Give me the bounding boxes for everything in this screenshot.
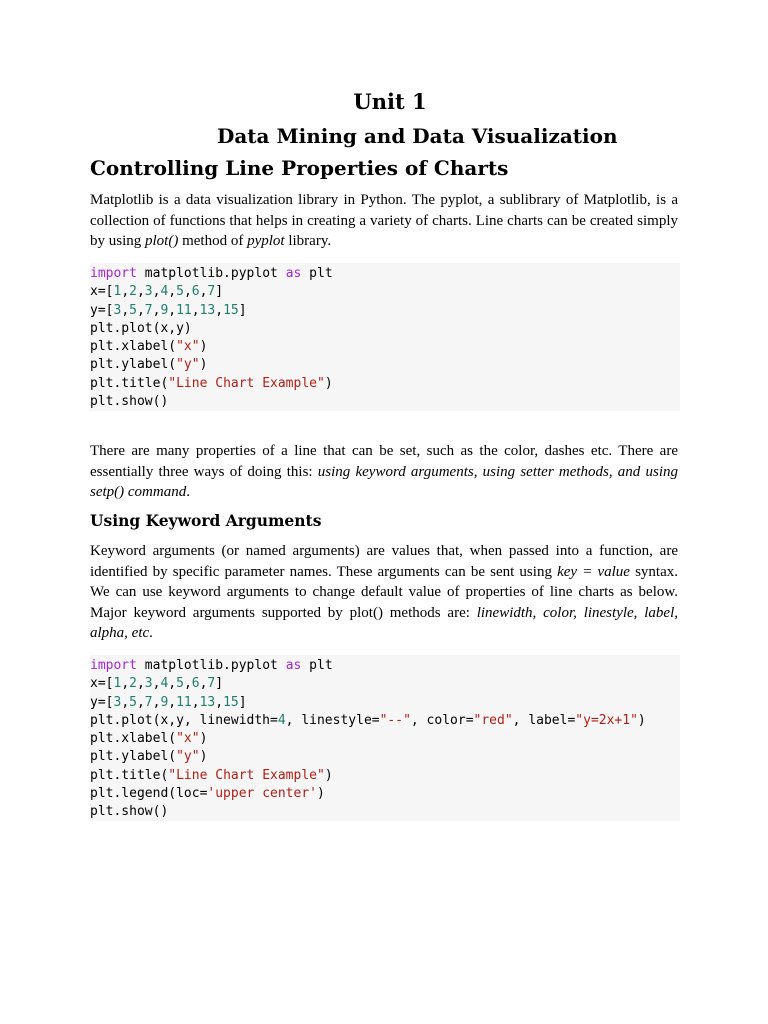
code-string: "Line Chart Example": [168, 375, 325, 391]
subheading-keyword-arguments: Using Keyword Arguments: [90, 511, 322, 530]
code-number: 11: [176, 302, 192, 318]
code-line: [90, 283, 680, 301]
emphasis-ways: using keyword arguments, using setter methods, and using setp() command: [90, 463, 678, 500]
code-text: ,: [191, 694, 200, 710]
code-text: ,: [136, 694, 145, 710]
code-text: x=[: [90, 676, 114, 692]
text-span: .: [186, 484, 190, 500]
code-string: "--": [379, 712, 411, 728]
code-text: ,: [152, 676, 161, 692]
code-number: 15: [223, 694, 239, 710]
code-line: [90, 675, 680, 693]
code-number: 5: [129, 694, 137, 710]
code-text: plt.xlabel(: [90, 731, 177, 747]
code-text: y=[: [90, 694, 114, 710]
code-text: ,: [121, 302, 130, 318]
code-line: [90, 375, 680, 393]
code-number: 15: [223, 302, 239, 318]
text-span: syntax. We can use keyword arguments to change default value of properties of line charts as below. Major keyword arguments supported by plot() methods are:: [90, 563, 679, 621]
code-text: plt.ylabel(: [90, 749, 177, 765]
text-span: .: [149, 625, 153, 641]
section-title: Controlling Line Properties of Charts: [90, 156, 509, 180]
code-text: ,: [136, 302, 145, 318]
code-number: 5: [176, 284, 184, 300]
code-text: ): [199, 357, 208, 373]
code-text: ): [199, 339, 208, 355]
code-text: ): [324, 767, 333, 783]
code-text: ,: [152, 694, 161, 710]
code-line: [90, 694, 680, 712]
text-span: method of: [178, 233, 248, 249]
code-text: ]: [215, 676, 224, 692]
code-keyword: import: [90, 658, 137, 673]
code-text: plt: [301, 658, 333, 673]
code-text: ,: [168, 676, 177, 692]
code-number: 3: [113, 302, 122, 318]
code-number: 3: [144, 284, 153, 300]
code-text: ,: [168, 302, 177, 318]
code-text: ): [637, 712, 646, 728]
code-text: y=[: [90, 302, 114, 318]
code-line: [90, 657, 680, 675]
code-text: plt.show(): [90, 394, 169, 410]
code-text: ,: [168, 284, 177, 300]
code-line: [90, 356, 680, 374]
code-string: "y": [176, 749, 200, 765]
code-text: plt.plot(x,y, linewidth=: [90, 712, 278, 728]
code-text: plt.xlabel(: [90, 339, 177, 355]
code-text: ,: [121, 284, 130, 300]
code-string: 'upper center': [207, 786, 317, 802]
code-text: ]: [215, 284, 224, 300]
code-text: ,: [183, 676, 192, 692]
code-number: 4: [277, 712, 286, 728]
code-text: ]: [238, 694, 247, 710]
text-span: library.: [284, 233, 332, 249]
code-string: "red": [473, 712, 513, 728]
code-keyword: as: [285, 266, 302, 281]
code-number: 4: [160, 284, 169, 300]
code-line: [90, 767, 680, 785]
text-span: Matplotlib is a data visualization library in Python. The pyplot, a sublibrary of Matplotlib, is a collection of functions that helps in creating a variety of charts. Line charts can be created simply by using: [90, 192, 678, 249]
code-text: ,: [183, 284, 192, 300]
code-number: 7: [207, 676, 216, 692]
code-line: [90, 265, 680, 283]
code-text: ,: [121, 676, 130, 692]
code-number: 7: [207, 284, 216, 300]
code-text: ): [324, 375, 333, 391]
code-text: ,: [191, 302, 200, 318]
code-number: 13: [199, 302, 216, 318]
code-text: ,: [152, 302, 161, 318]
emphasis-pyplot: pyplot: [247, 233, 285, 249]
code-text: ): [199, 749, 208, 765]
code-line: [90, 302, 680, 320]
code-string: "x": [176, 731, 200, 747]
code-text: plt.title(: [90, 375, 169, 391]
code-text: plt.ylabel(: [90, 357, 177, 373]
code-string: "y=2x+1": [575, 712, 638, 728]
code-number: 11: [176, 694, 192, 710]
code-text: , color=: [410, 712, 474, 728]
code-text: ,: [215, 302, 224, 318]
code-text: ,: [168, 694, 177, 710]
code-text: plt.title(: [90, 767, 169, 783]
code-text: ): [316, 786, 325, 802]
code-text: ,: [136, 284, 145, 300]
intro-paragraph: [90, 190, 678, 252]
code-block-basic: [90, 263, 680, 411]
code-number: 3: [144, 676, 153, 692]
keyword-arguments-paragraph: [90, 541, 678, 644]
code-number: 4: [160, 676, 169, 692]
code-text: ,: [121, 694, 130, 710]
code-line: [90, 785, 680, 803]
code-line: [90, 748, 680, 766]
emphasis-key-value: key = value: [557, 563, 630, 580]
code-text: matplotlib.pyplot: [136, 266, 286, 281]
code-number: 7: [144, 302, 153, 318]
code-text: ,: [215, 694, 224, 710]
text-span: There are many properties of a line that can be set, such as the color, dashes etc. There are essentially three ways of doing this:: [90, 443, 678, 480]
code-number: 6: [191, 284, 200, 300]
text-span: Keyword arguments (or named arguments) are values that, when passed into a function, are identified by specific parameter names. These arguments can be sent using: [90, 543, 678, 580]
code-text: plt: [301, 266, 333, 281]
code-keyword: as: [285, 658, 302, 673]
code-number: 6: [191, 676, 200, 692]
line-properties-paragraph: [90, 441, 678, 503]
code-text: ,: [199, 284, 208, 300]
code-keyword: import: [90, 266, 137, 281]
code-text: ,: [199, 676, 208, 692]
code-text: ): [199, 731, 208, 747]
code-number: 5: [176, 676, 184, 692]
code-number: 1: [113, 676, 122, 692]
emphasis-kwargs-list: linewidth, color, linestyle, label, alpha, etc: [90, 604, 678, 641]
code-block-keyword-args: [90, 655, 680, 821]
code-number: 9: [160, 302, 169, 318]
code-number: 1: [113, 284, 122, 300]
code-number: 7: [144, 694, 153, 710]
code-text: plt.show(): [90, 804, 169, 820]
code-string: "y": [176, 357, 200, 373]
code-line: [90, 730, 680, 748]
code-text: matplotlib.pyplot: [136, 658, 286, 673]
code-text: ,: [152, 284, 161, 300]
code-string: "x": [176, 339, 200, 355]
emphasis-plot: plot(): [145, 233, 179, 249]
code-number: 3: [113, 694, 122, 710]
code-line: [90, 803, 680, 821]
code-number: 5: [129, 302, 137, 318]
code-text: x=[: [90, 284, 114, 300]
code-text: , label=: [512, 712, 576, 728]
code-line: [90, 320, 680, 338]
code-text: plt.plot(x,y): [90, 320, 192, 336]
code-string: "Line Chart Example": [168, 767, 325, 783]
code-text: plt.legend(loc=: [90, 786, 208, 802]
code-line: [90, 712, 680, 730]
code-text: ,: [136, 676, 145, 692]
code-line: [90, 393, 680, 411]
code-text: ]: [238, 302, 247, 318]
code-line: [90, 338, 680, 356]
code-number: 13: [199, 694, 216, 710]
unit-title: Unit 1: [353, 89, 427, 114]
subject-title: Data Mining and Data Visualization: [217, 124, 618, 148]
code-number: 9: [160, 694, 169, 710]
code-number: 2: [129, 676, 137, 692]
code-text: , linestyle=: [285, 712, 380, 728]
code-number: 2: [129, 284, 137, 300]
